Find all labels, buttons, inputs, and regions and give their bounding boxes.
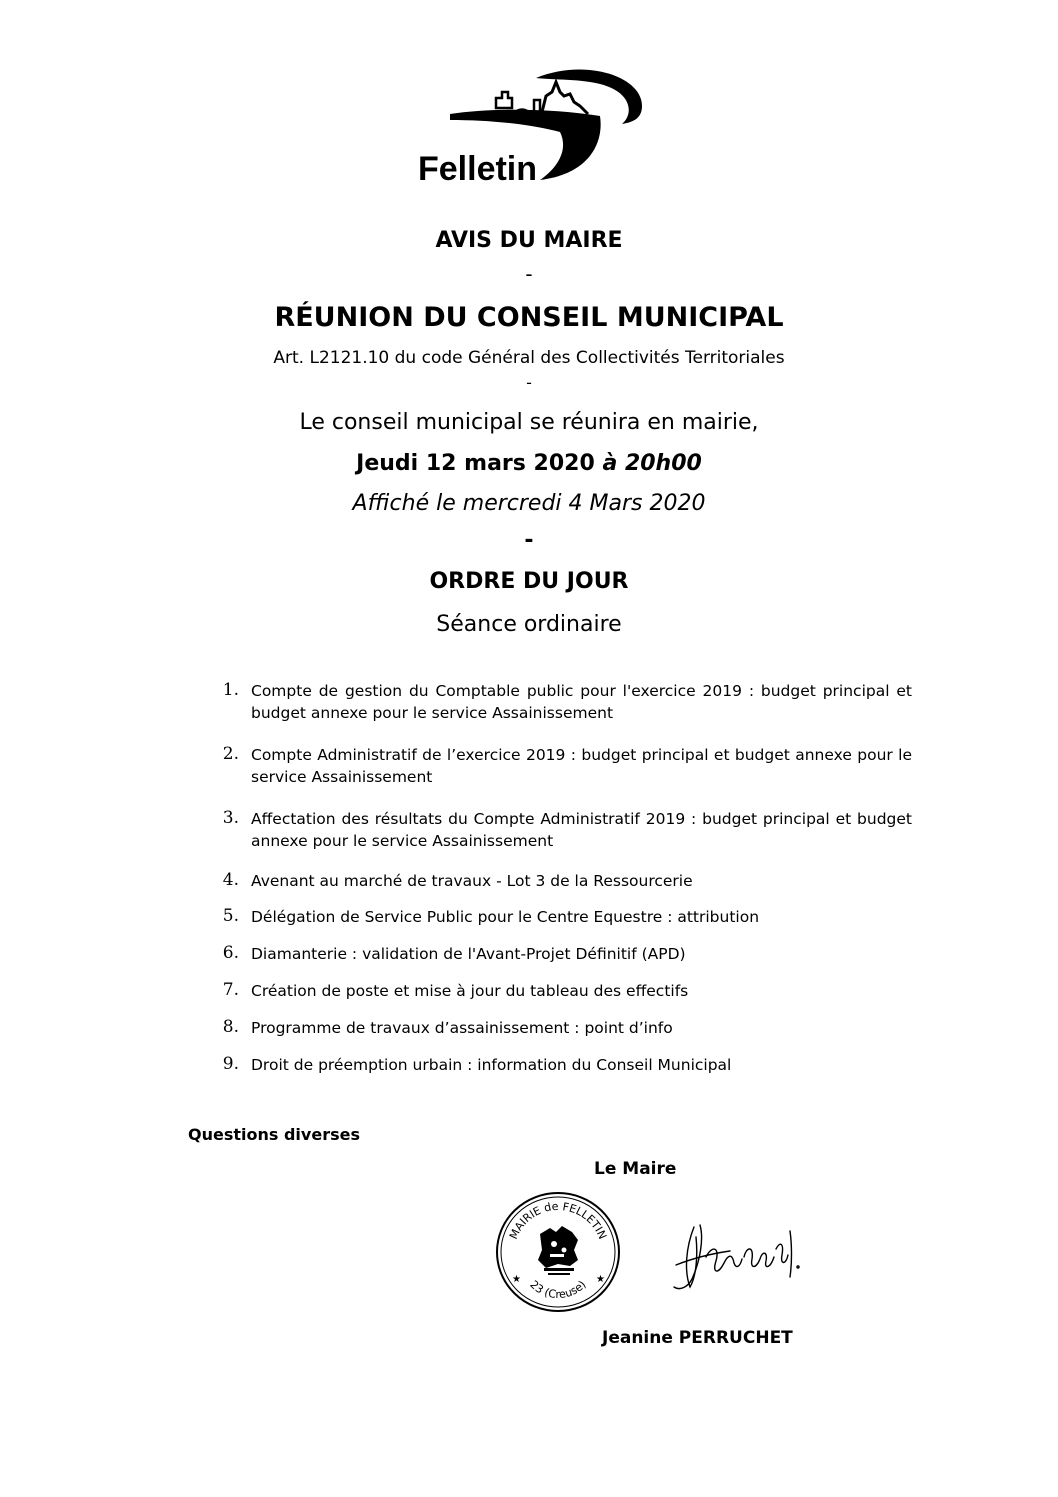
separator-dash: - [524, 528, 534, 553]
agenda-item-number: 6. [222, 943, 239, 963]
agenda-item [212, 1054, 912, 1076]
agenda-item-number: 7. [222, 980, 239, 1000]
separator-dash: - [526, 373, 532, 392]
svg-text:★: ★ [596, 1274, 605, 1285]
agenda-item-text: Délégation de Service Public pour le Centre Equestre : attribution [251, 908, 760, 926]
agenda-item [212, 1017, 912, 1039]
session-type: Séance ordinaire [436, 612, 622, 637]
agenda-item [212, 680, 912, 724]
agenda-item-text: Programme de travaux d’assainissement : point d’info [251, 1019, 673, 1037]
agenda-item-number: 9. [222, 1054, 239, 1074]
felletin-logo [410, 62, 650, 192]
agenda-item-number: 4. [222, 870, 239, 890]
agenda-item [212, 980, 912, 1002]
svg-text:23 (Creuse): 23 (Creuse) [527, 1277, 589, 1302]
legal-reference: Art. L2121.10 du code Général des Collectivités Territoriales [273, 348, 785, 368]
meeting-intro: Le conseil municipal se réunira en mairie, [299, 410, 759, 435]
mairie-seal-stamp [494, 1190, 622, 1314]
agenda-item-text: Compte de gestion du Comptable public pour l'exercice 2019 : budget principal et budget annexe pour le service Assainissement [251, 682, 912, 722]
agenda-item [212, 906, 912, 928]
agenda-item [212, 808, 912, 852]
meeting-date: Jeudi 12 mars 2020 [356, 451, 595, 476]
agenda-item-text: Affectation des résultats du Compte Administratif 2019 : budget principal et budget annexe pour le service Assainissement [251, 810, 912, 850]
signatory-name: Jeanine PERRUCHET [602, 1328, 793, 1348]
agenda-item [212, 744, 912, 788]
separator-dash: - [525, 262, 533, 286]
questions-diverses: Questions diverses [188, 1125, 360, 1144]
mayor-signature [666, 1217, 806, 1299]
signatory-title: Le Maire [594, 1159, 677, 1179]
meeting-title: RÉUNION DU CONSEIL MUNICIPAL [274, 302, 784, 333]
agenda-item-number: 1. [222, 680, 239, 700]
agenda-item-text: Droit de préemption urbain : information du Conseil Municipal [251, 1056, 732, 1074]
svg-text:MAIRIE de FELLETIN: MAIRIE de FELLETIN [506, 1199, 610, 1242]
notice-title: AVIS DU MAIRE [435, 228, 623, 253]
agenda-title: ORDRE DU JOUR [429, 569, 629, 594]
logo-text: Felletin [418, 150, 538, 188]
agenda-item-number: 8. [222, 1017, 239, 1037]
meeting-time: à 20h00 [602, 451, 702, 476]
agenda-item-text: Création de poste et mise à jour du tableau des effectifs [251, 982, 689, 1000]
agenda-item-number: 3. [222, 808, 239, 828]
agenda-item-number: 5. [222, 906, 239, 926]
posted-date: Affiché le mercredi 4 Mars 2020 [352, 491, 706, 516]
agenda-item-text: Diamanterie : validation de l'Avant-Projet Définitif (APD) [251, 945, 686, 963]
agenda-item [212, 943, 912, 965]
agenda-item [212, 870, 912, 892]
agenda-item-text: Avenant au marché de travaux - Lot 3 de la Ressourcerie [251, 872, 693, 890]
agenda-item-number: 2. [222, 744, 239, 764]
svg-text:★: ★ [512, 1274, 521, 1285]
agenda-item-text: Compte Administratif de l’exercice 2019 : budget principal et budget annexe pour le service Assainissement [251, 746, 912, 786]
meeting-datetime [0, 451, 1058, 476]
